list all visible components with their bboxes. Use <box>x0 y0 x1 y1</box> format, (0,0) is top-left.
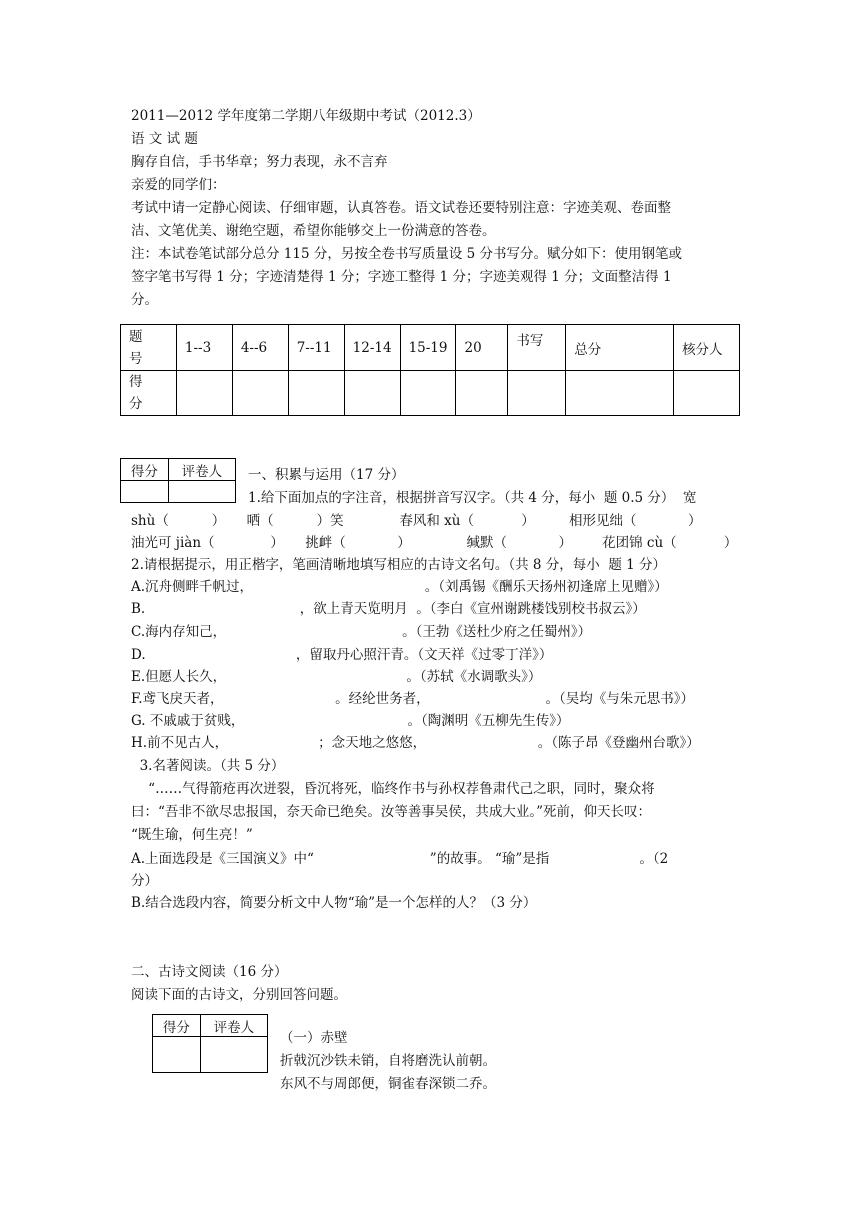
score-entry-cell[interactable] <box>400 371 456 416</box>
question-2-d: D. ，留取丹心照汗青。（文天祥《过零丁洋》） <box>131 647 553 663</box>
score-table-cell: 7--11 <box>288 325 344 371</box>
score-table-cell: 4--6 <box>232 325 288 371</box>
score-label: 得分 <box>153 1015 201 1037</box>
question-2-c: C.海内存知己， 。（王勃《送杜少府之任蜀州》） <box>131 624 592 640</box>
question-3-passage-1: “……气得箭疮再次迸裂，昏沉将死，临终作书与孙权荐鲁肃代己之职，同时，聚众将 <box>131 781 655 797</box>
score-table-score-row <box>121 371 740 416</box>
score-table-cell: 20 <box>456 325 508 371</box>
score-entry-cell[interactable] <box>288 371 344 416</box>
question-2: 2.请根据提示，用正楷字，笔画清晰地填写相应的古诗文名句。（共 8 分，每小 题 1 分） <box>131 557 667 573</box>
score-entry-cell[interactable] <box>153 1037 201 1073</box>
note-line-1: 注：本试卷笔试部分总分 115 分，另按全卷书写质量设 5 分书写分。赋分如下：使用钢笔或 <box>131 246 683 262</box>
section-2-title: 二、古诗文阅读（16 分） <box>131 964 288 980</box>
score-entry-cell[interactable] <box>456 371 508 416</box>
subject-line: 语 文 试 题 <box>131 131 198 147</box>
score-table-cell: 题 号 <box>121 325 177 371</box>
score-entry-cell[interactable] <box>232 371 288 416</box>
question-2-e: E.但愿人长久， 。（苏轼《水调歌头》） <box>131 669 542 685</box>
question-1: 1.给下面加点的字注音，根据拼音写汉字。（共 4 分，每小 题 0.5 分） 宽 <box>248 490 697 506</box>
question-2-b: B. ，欲上青天览明月 。（李白《宣州谢跳楼饯别校书叔云》） <box>131 601 646 617</box>
note-line-3: 分。 <box>131 292 158 308</box>
grader-label: 评卷人 <box>168 459 235 481</box>
score-table-cell: 15-19 <box>400 325 456 371</box>
score-table-cell: 得 分 <box>121 371 177 416</box>
score-entry-cell[interactable] <box>508 371 566 416</box>
score-table-cell: 1--3 <box>176 325 232 371</box>
score-entry-cell[interactable] <box>344 371 400 416</box>
question-2-g: G. 不戚戚于贫贱， 。（陶渊明《五柳先生传》） <box>131 713 570 729</box>
motto: 胸存自信，手书华章；努力表现，永不言弃 <box>131 154 388 170</box>
score-entry-cell[interactable] <box>566 371 674 416</box>
intro-line-2: 洁、文笔优美、谢绝空题，希望你能够交上一份满意的答卷。 <box>131 223 496 239</box>
question-3-a: A.上面选段是《三国演义》中“ ”的故事。 “瑜”是指 。（2 <box>131 851 669 867</box>
question-3-passage-3: “既生瑜，何生亮！” <box>131 827 253 843</box>
poem-title: （一）赤壁 <box>280 1030 348 1046</box>
poem-line-1: 折戟沉沙铁未销，自将磨洗认前朝。 <box>280 1053 496 1069</box>
score-entry-cell[interactable] <box>674 371 740 416</box>
score-table-cell: 核分人 <box>674 325 740 371</box>
score-entry-cell[interactable] <box>121 481 169 503</box>
score-table <box>120 324 740 416</box>
question-3-a-cont: 分） <box>131 873 158 889</box>
question-1-line-3: 油光可 jiàn（ ） 挑衅（ ） 缄默（ ） 花团锦 cù（ ） <box>131 535 738 551</box>
question-3: 3.名著阅读。（共 5 分） <box>131 758 285 774</box>
score-table-cell: 书写 <box>508 325 566 371</box>
grader-box <box>152 1014 268 1073</box>
grader-box <box>120 458 236 503</box>
intro-line-1: 考试中请一定静心阅读、仔细审题，认真答卷。语文试卷还要特别注意：字迹美观、卷面整 <box>131 200 671 216</box>
score-table-header-row <box>121 325 740 371</box>
score-entry-cell[interactable] <box>176 371 232 416</box>
question-1-line-2: shù（ ） 哂（ ）笑 春风和 xù（ ） 相形见绌（ ） <box>131 513 702 529</box>
grader-label: 评卷人 <box>200 1015 267 1037</box>
greeting: 亲爱的同学们： <box>131 177 226 193</box>
exam-title: 2011—2012 学年度第二学期八年级期中考试（2012.3） <box>131 108 481 124</box>
poem-line-2: 东风不与周郎便，铜雀春深锁二乔。 <box>280 1076 496 1092</box>
question-2-a: A.沉舟侧畔千帆过， 。（刘禹锡《酬乐天扬州初逢席上见赠》） <box>131 579 668 595</box>
section-1-title: 一、积累与运用（17 分） <box>248 467 405 483</box>
section-2-intro: 阅读下面的古诗文，分别回答问题。 <box>131 987 347 1003</box>
score-label: 得分 <box>121 459 169 481</box>
question-2-h: H.前不见古人， ；念天地之悠悠， 。（陈子昂《登幽州台歌》） <box>131 735 700 751</box>
note-line-2: 签字笔书写得 1 分；字迹清楚得 1 分；字迹工整得 1 分；字迹美观得 1 分；文面整洁得 1 <box>131 269 672 285</box>
score-table-cell: 总分 <box>566 325 674 371</box>
question-2-f: F.鸢飞戾天者， 。经纶世务者， 。（吴均《与朱元思书》） <box>131 691 694 707</box>
question-3-b: B.结合选段内容，简要分析文中人物“瑜”是一个怎样的人？（3 分） <box>131 895 537 911</box>
grader-entry-cell[interactable] <box>168 481 235 503</box>
question-3-passage-2: 曰：“吾非不欲尽忠报国，奈天命已绝矣。汝等善事吴侯，共成大业。”死前，仰天长叹： <box>131 804 652 820</box>
grader-entry-cell[interactable] <box>200 1037 267 1073</box>
score-table-cell: 12-14 <box>344 325 400 371</box>
